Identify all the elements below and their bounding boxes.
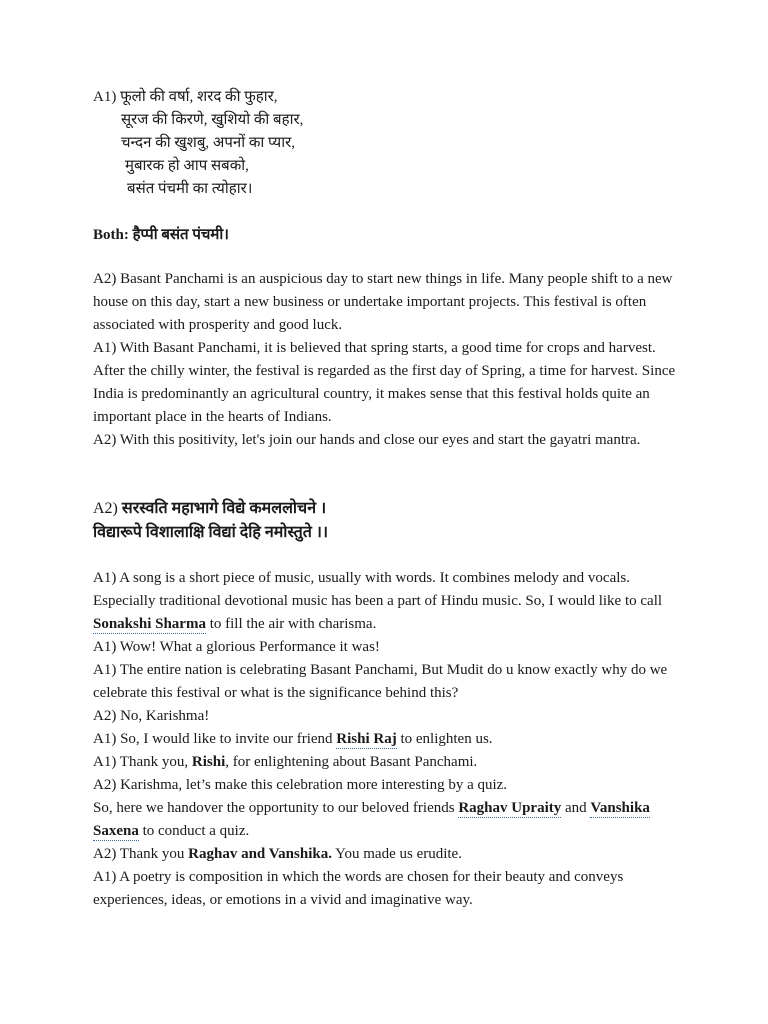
dialogue-line: A1) A poetry is composition in which the words are chosen for their beauty and conveys experiences, ideas, or emotions in a vivid and imaginative way. [93,869,624,908]
both-greeting [93,224,683,247]
dialogue-line: A1) Wow! What a glorious Performance it was! [93,639,380,655]
dialogue-text: You made us erudite. [335,846,462,862]
dialogue-line: A2) Karishma, let’s make this celebration more interesting by a quiz. [93,777,508,793]
dialogue-line: A1) With Basant Panchami, it is believed that spring starts, a good time for crops and harvest. After the chilly winter, the festival is regarded as the first day of Spring, a time for harvest. Since India is predominantly an agricultural country, it makes sense that this festival holds quite an important place in the hearts of Indians. [93,340,676,425]
dialogue-text: A2) Thank you [93,846,185,862]
name-link-sonakshi[interactable]: Sonakshi Sharma [93,616,206,632]
dialogue-text: A1) Thank you, [93,754,189,770]
poem-line: बसंत पंचमी का त्योहार। [127,181,253,197]
dialogue-line [93,751,683,774]
names-raghav-vanshika: Raghav and Vanshika. [188,846,332,862]
both-text: हैप्पी बसंत पंचमी। [132,227,229,243]
dialogue-line: A2) Basant Panchami is an auspicious day to start new things in life. Many people shift to a new house on this day, start a new business or undertake important projects. This festival is often associated with prosperity and good luck. [93,271,673,333]
dialogue-line [93,728,683,751]
poem-line: मुबारक हो आप सबको, [125,158,249,174]
mantra-line-1 [93,497,683,521]
poem-line: A1) फूलो की वर्षा, शरद की फुहार, [93,89,278,105]
name-rishi: Rishi [191,754,226,770]
name-link-raghav[interactable]: Raghav Upraity [458,800,562,816]
dialogue-text: to fill the air with charisma. [209,616,377,632]
name-link-vanshika[interactable]: Vanshika Saxena [93,800,650,839]
dialogue-text: to conduct a quiz. [142,823,250,839]
dialogue-line [93,567,683,636]
dialogue-line: A2) No, Karishma! [93,708,210,724]
mantra-text-1: सरस्वति महाभागे विद्ये कमललोचने । [121,500,327,517]
poem [93,86,683,201]
dialogue-text: So, here we handover the opportunity to our beloved friends [93,800,455,816]
dialogue-line: A2) With this positivity, let's join our hands and close our eyes and start the gayatri mantra. [93,432,641,448]
dialogue-block [93,567,683,912]
dialogue-line [93,797,683,843]
dialogue-text: to enlighten us. [400,731,493,747]
dialogue-text: and [565,800,587,816]
dialogue-line [93,843,683,866]
poem-line: चन्दन की खुशबु, अपनों का प्यार, [121,135,295,151]
both-label: Both: [93,227,129,243]
name-link-rishi-raj[interactable]: Rishi Raj [336,731,397,747]
poem-line: सूरज की किरणे, खुशियो की बहार, [121,112,304,128]
dialogue-text: A1) So, I would like to invite our friend [93,731,333,747]
dialogue-text: A1) A song is a short piece of music, usually with words. It combines melody and vocals. Especially traditional devotional music has been a part of Hindu music. So, I would like to call [93,570,663,609]
dialogue-text: , for enlightening about Basant Panchami. [225,754,478,770]
paragraph-block-1 [93,268,683,452]
gayatri-mantra [93,497,683,545]
mantra-prefix: A2) [93,500,118,517]
dialogue-line: A1) The entire nation is celebrating Basant Panchami, But Mudit do u know exactly why do we celebrate this festival or what is the significance behind this? [93,662,668,701]
mantra-text-2: विद्यारूपे विशालाक्षि विद्यां देहि नमोस्तुते ।। [93,524,329,541]
